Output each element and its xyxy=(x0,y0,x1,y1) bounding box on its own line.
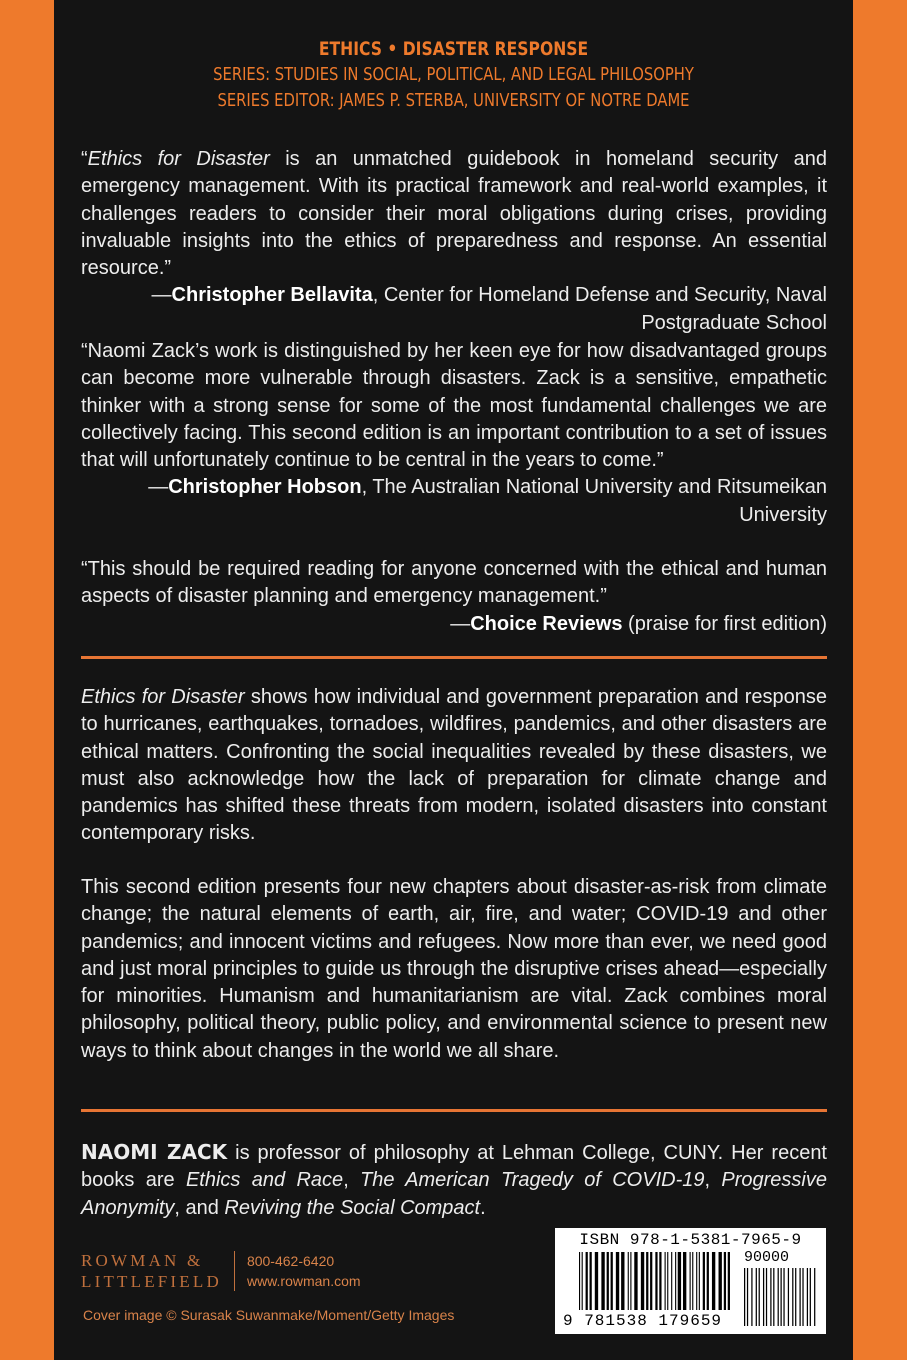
barcode-bar xyxy=(611,1252,613,1310)
back-cover xyxy=(54,0,853,1360)
barcode-bar xyxy=(601,1252,604,1310)
barcode-bar xyxy=(814,1268,815,1326)
book-title: The American Tragedy of COVID-19 xyxy=(360,1169,705,1192)
barcode-bar xyxy=(595,1252,598,1310)
barcode-bar xyxy=(630,1252,631,1310)
barcode-bar xyxy=(751,1268,752,1326)
barcode-bar xyxy=(646,1252,648,1310)
book-title: Reviving the Social Compact xyxy=(224,1196,481,1219)
description-paragraph-2: This second edition presents four new chapters about disaster-as-risk from climate change; the natural elements of earth, air, fire, and water; COVID-19 and other pandemics; and innocent victims and refugees. Now more than ever, we need good and just moral principles to guide us through the disruptive crises ahead—especially for minorities. Humanism and humanitarianism are vital. Zack combines moral philosophy, political theory, public policy, and environmental science to present new ways to think about changes in the world we all share. xyxy=(81,876,827,1062)
endorsement-attribution: —Christopher Bellavita, Center for Homeland Defense and Security, Naval Postgraduate School xyxy=(151,284,827,334)
endorsement-bellavita xyxy=(81,146,827,337)
publisher-contact xyxy=(235,1251,361,1291)
series-line: SERIES: STUDIES IN SOCIAL, POLITICAL, AND LEGAL PHILOSOPHY xyxy=(213,64,694,85)
book-title: Ethics for Disaster xyxy=(87,148,270,170)
barcode-bar xyxy=(634,1252,637,1310)
publisher-website[interactable]: www.rowman.com xyxy=(246,1273,361,1289)
barcode-bar xyxy=(628,1252,629,1310)
endorsement-choice xyxy=(81,556,827,638)
barcode-bar xyxy=(712,1252,715,1310)
book-title: Progressive Anonymity xyxy=(81,1169,827,1219)
price-code: 90000 xyxy=(744,1249,790,1266)
endorser-name: Christopher Bellavita xyxy=(171,284,373,307)
cover-image-credit: Cover image © Surasak Suwanmake/Moment/Getty Images xyxy=(83,1307,455,1323)
barcode-bar xyxy=(616,1252,619,1310)
barcode-bar xyxy=(810,1268,811,1326)
divider-rule xyxy=(81,656,827,659)
barcode-bar xyxy=(641,1252,644,1310)
barcode-bar xyxy=(766,1268,767,1326)
barcode-bar xyxy=(747,1268,748,1326)
endorser-name: Choice Reviews xyxy=(470,612,623,635)
barcode-bar xyxy=(579,1252,580,1310)
book-title: Ethics and Race xyxy=(185,1169,344,1192)
endorsement-attribution: —Choice Reviews (praise for first edition) xyxy=(450,612,827,635)
endorsement-hobson xyxy=(81,338,827,529)
author-bio: NAOMI ZACK is professor of philosophy at Lehman College, CUNY. Her recent books are Ethics and Race, The American Tragedy of COVID-19, Progressive Anonymity, and Reviving the Social Compact. xyxy=(81,1140,827,1219)
endorsement-text: “Naomi Zack’s work is distinguished by her keen eye for how disadvantaged groups can become more vulnerable through disasters. Zack is a sensitive, empathetic thinker with a strong sense for some of the most fundamental challenges we are collectively facing. This second edition is an important contribution to a set of issues that will unfortunately continue to be central in the years to come.” xyxy=(81,340,827,472)
barcode-bar xyxy=(671,1252,672,1310)
barcode-bar xyxy=(667,1252,668,1310)
barcode-bar xyxy=(807,1268,808,1326)
barcode-bar xyxy=(699,1252,700,1310)
barcode-bar xyxy=(778,1268,779,1326)
barcode-bar xyxy=(590,1252,592,1310)
barcode-bar xyxy=(719,1252,722,1310)
barcode-bar xyxy=(799,1268,800,1326)
endorsement-text: “This should be required reading for anyone concerned with the ethical and human aspects of disaster planning and emergency management.” xyxy=(81,558,827,608)
category-line: ETHICS • DISASTER RESPONSE xyxy=(318,38,589,60)
barcode-bar xyxy=(650,1252,652,1310)
barcode-bar xyxy=(802,1268,803,1326)
endorser-affiliation: , The Australian National University and Ritsumeikan University xyxy=(361,476,827,526)
barcode-bar xyxy=(788,1268,789,1326)
barcode-bar xyxy=(728,1252,730,1310)
barcode-bar xyxy=(773,1268,774,1326)
barcode-bar xyxy=(582,1252,583,1310)
barcode-bar xyxy=(659,1252,661,1310)
barcode-bar xyxy=(655,1252,657,1310)
barcode-bar xyxy=(678,1252,681,1310)
barcode-bar xyxy=(707,1252,709,1310)
barcode-bar xyxy=(690,1252,691,1310)
publisher-logo: ROWMAN & LITTLEFIELD xyxy=(81,1251,222,1291)
barcode-bar xyxy=(607,1252,609,1310)
endorsement-text: “Ethics for Disaster is an unmatched guidebook in homeland security and emergency management. With its practical framework and real-world examples, it challenges readers to consider their moral obligations during crises, providing invaluable insights into the ethics of preparedness and response. An essential resource.” xyxy=(81,148,827,280)
endorsement-attribution: —Christopher Hobson, The Australian National University and Ritsumeikan University xyxy=(148,476,827,526)
barcode-bar xyxy=(795,1268,796,1326)
barcode-bar xyxy=(586,1252,588,1310)
series-editor-line: SERIES EDITOR: JAMES P. STERBA, UNIVERSITY OF NOTRE DAME xyxy=(217,90,690,111)
barcode-bar xyxy=(692,1252,693,1310)
endorser-affiliation: (praise for first edition) xyxy=(622,612,827,635)
category-header xyxy=(54,36,853,114)
barcode-bar xyxy=(621,1252,624,1310)
endorser-name: Christopher Hobson xyxy=(168,476,362,499)
barcode-bar xyxy=(744,1268,745,1326)
endorser-affiliation: , Center for Homeland Defense and Security, Naval Postgraduate School xyxy=(372,284,827,334)
book-title: Ethics for Disaster xyxy=(81,686,245,708)
barcode-bar xyxy=(665,1252,666,1310)
barcode-bar xyxy=(770,1268,771,1326)
publisher-block xyxy=(81,1250,361,1292)
barcode-bar xyxy=(763,1268,764,1326)
divider-rule xyxy=(81,1109,827,1112)
barcode-bar xyxy=(781,1268,782,1326)
barcode-bar xyxy=(724,1252,726,1310)
description-paragraph-1: Ethics for Disaster shows how individual and government preparation and response to hurricanes, earthquakes, tornadoes, wildfires, pandemics, and other disasters are ethical matters. Confronting the social inequalities revealed by these disasters, we must also acknowledge how the lack of preparation for climate change and pandemics has shifted these threats from modern, isolated disasters into constant contemporary risks. xyxy=(81,686,828,845)
isbn-barcode xyxy=(555,1228,826,1334)
isbn-number: ISBN 978-1-5381-7965-9 xyxy=(579,1231,802,1249)
barcode-bar xyxy=(783,1268,784,1326)
author-name: NAOMI ZACK xyxy=(81,1140,228,1164)
barcode-bar xyxy=(759,1268,760,1326)
barcode-bar xyxy=(703,1252,705,1310)
barcode-bar xyxy=(756,1268,757,1326)
barcode-bar xyxy=(675,1252,676,1310)
barcode-bar xyxy=(792,1268,793,1326)
barcode-bar xyxy=(683,1252,686,1310)
ean-number: 9 781538 179659 xyxy=(563,1312,723,1330)
barcode-bar xyxy=(696,1252,697,1310)
publisher-phone: 800-462-6420 xyxy=(246,1253,335,1269)
